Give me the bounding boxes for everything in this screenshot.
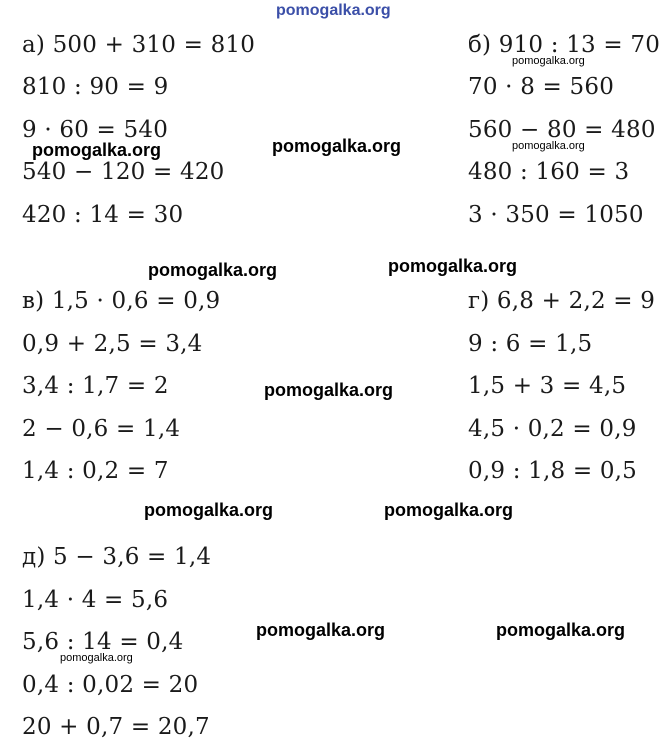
equation-v-1: в) 1,5 · 0,6 = 0,9 bbox=[22, 288, 221, 314]
equation-v-3: 3,4 : 1,7 = 2 bbox=[22, 373, 169, 399]
equation-v-4: 2 − 0,6 = 1,4 bbox=[22, 416, 181, 442]
equation-b-5: 3 · 350 = 1050 bbox=[468, 202, 644, 228]
equation-b-4: 480 : 160 = 3 bbox=[468, 159, 630, 185]
equation-a-4: 540 − 120 = 420 bbox=[22, 159, 225, 185]
watermark: pomogalka.org bbox=[512, 55, 585, 67]
watermark: pomogalka.org bbox=[496, 620, 626, 640]
equation-v-2: 0,9 + 2,5 = 3,4 bbox=[22, 331, 203, 357]
equation-g-4: 4,5 · 0,2 = 0,9 bbox=[468, 416, 637, 442]
equation-a-1: а) 500 + 310 = 810 bbox=[22, 32, 256, 58]
equation-b-2: 70 · 8 = 560 bbox=[468, 74, 615, 100]
equation-d-1: д) 5 − 3,6 = 1,4 bbox=[22, 544, 212, 570]
equation-a-5: 420 : 14 = 30 bbox=[22, 202, 184, 228]
equation-g-1: г) 6,8 + 2,2 = 9 bbox=[468, 288, 656, 314]
equation-b-1: б) 910 : 13 = 70 bbox=[468, 32, 661, 58]
equation-d-2: 1,4 · 4 = 5,6 bbox=[22, 587, 169, 613]
watermark: pomogalka.org bbox=[256, 620, 386, 640]
watermark: pomogalka.org bbox=[32, 140, 162, 160]
equation-d-4: 0,4 : 0,02 = 20 bbox=[22, 672, 199, 698]
equation-g-5: 0,9 : 1,8 = 0,5 bbox=[468, 458, 637, 484]
equation-g-3: 1,5 + 3 = 4,5 bbox=[468, 373, 627, 399]
watermark: pomogalka.org bbox=[388, 256, 518, 276]
watermark: pomogalka.org bbox=[512, 140, 585, 152]
watermark: pomogalka.org bbox=[264, 380, 394, 400]
site-header-watermark: pomogalka.org bbox=[276, 2, 391, 19]
watermark: pomogalka.org bbox=[148, 260, 278, 280]
equation-a-3: 9 · 60 = 540 bbox=[22, 117, 169, 143]
equation-d-5: 20 + 0,7 = 20,7 bbox=[22, 714, 210, 740]
watermark: pomogalka.org bbox=[60, 652, 133, 664]
watermark: pomogalka.org bbox=[272, 136, 402, 156]
equation-g-2: 9 : 6 = 1,5 bbox=[468, 331, 593, 357]
watermark: pomogalka.org bbox=[144, 500, 274, 520]
equation-a-2: 810 : 90 = 9 bbox=[22, 74, 169, 100]
watermark: pomogalka.org bbox=[384, 500, 514, 520]
equation-d-3: 5,6 : 14 = 0,4 bbox=[22, 629, 184, 655]
equation-b-3: 560 − 80 = 480 bbox=[468, 117, 656, 143]
equation-v-5: 1,4 : 0,2 = 7 bbox=[22, 458, 169, 484]
